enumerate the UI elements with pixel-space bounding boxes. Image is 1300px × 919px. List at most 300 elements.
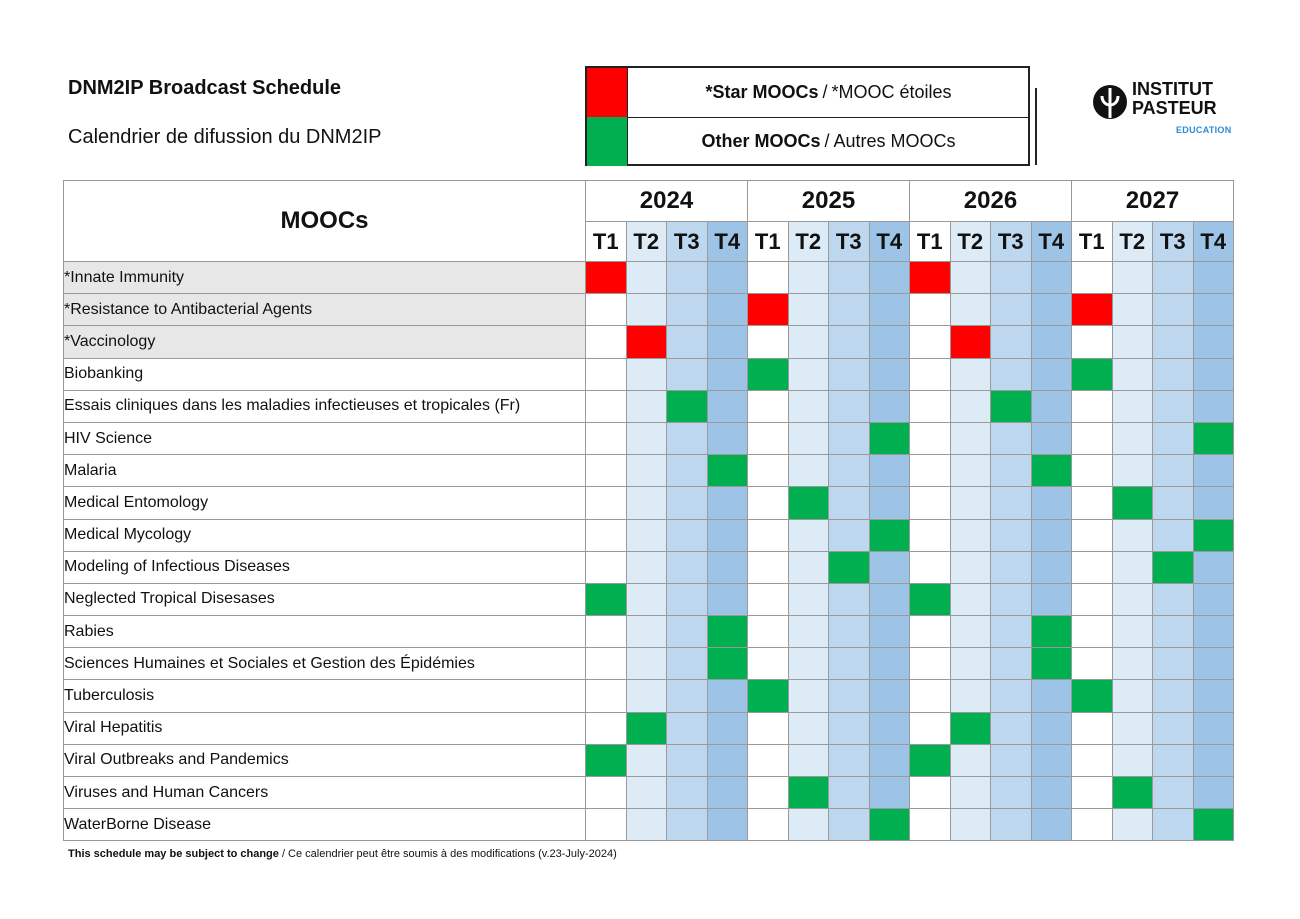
broadcast-cell — [626, 616, 667, 648]
broadcast-cell — [667, 809, 708, 841]
mooc-name: Sciences Humaines et Sociales et Gestion des Épidémies — [64, 648, 586, 680]
broadcast-cell — [950, 551, 991, 583]
broadcast-cell-marked — [910, 583, 951, 615]
table-row — [64, 712, 1234, 744]
broadcast-cell — [586, 294, 627, 326]
broadcast-cell-marked — [707, 648, 748, 680]
broadcast-cell — [707, 712, 748, 744]
broadcast-cell-marked — [1072, 294, 1113, 326]
broadcast-cell — [1153, 712, 1194, 744]
broadcast-cell — [829, 680, 870, 712]
mooc-name: *Resistance to Antibacterial Agents — [64, 294, 586, 326]
broadcast-cell — [667, 583, 708, 615]
broadcast-cell — [748, 519, 789, 551]
broadcast-cell-marked — [910, 744, 951, 776]
broadcast-cell — [950, 616, 991, 648]
broadcast-cell — [829, 294, 870, 326]
divider — [1035, 88, 1037, 165]
broadcast-cell-marked — [1153, 551, 1194, 583]
broadcast-cell — [869, 583, 910, 615]
broadcast-cell-marked — [748, 358, 789, 390]
broadcast-cell — [910, 648, 951, 680]
mooc-name: Medical Entomology — [64, 487, 586, 519]
broadcast-cell-marked — [1112, 777, 1153, 809]
broadcast-cell — [1112, 648, 1153, 680]
year-header: 2024 — [586, 181, 748, 222]
broadcast-cell — [586, 777, 627, 809]
broadcast-cell — [788, 583, 829, 615]
broadcast-cell — [626, 455, 667, 487]
broadcast-cell-marked — [1031, 616, 1072, 648]
broadcast-cell — [748, 487, 789, 519]
mooc-name: *Vaccinology — [64, 326, 586, 358]
legend-swatch-green — [587, 117, 628, 166]
broadcast-cell — [829, 487, 870, 519]
broadcast-cell — [1193, 294, 1234, 326]
broadcast-cell — [707, 390, 748, 422]
broadcast-cell — [707, 680, 748, 712]
table-row — [64, 583, 1234, 615]
broadcast-cell — [1193, 712, 1234, 744]
broadcast-cell — [788, 326, 829, 358]
broadcast-cell — [991, 809, 1032, 841]
broadcast-cell — [1031, 809, 1072, 841]
broadcast-cell-marked — [1072, 680, 1113, 712]
broadcast-cell — [788, 455, 829, 487]
broadcast-cell — [991, 455, 1032, 487]
broadcast-cell — [869, 551, 910, 583]
broadcast-cell-marked — [586, 583, 627, 615]
broadcast-cell — [950, 519, 991, 551]
broadcast-cell — [586, 680, 627, 712]
page-title: DNM2IP Broadcast Schedule — [68, 77, 342, 99]
broadcast-cell — [586, 519, 627, 551]
broadcast-cell — [667, 262, 708, 294]
broadcast-cell — [1031, 777, 1072, 809]
broadcast-cell — [829, 809, 870, 841]
broadcast-cell — [1031, 262, 1072, 294]
broadcast-cell — [748, 583, 789, 615]
footnote-bold: This schedule may be subject to change — [68, 848, 279, 860]
broadcast-cell — [707, 294, 748, 326]
broadcast-cell — [829, 262, 870, 294]
broadcast-cell — [950, 744, 991, 776]
broadcast-cell — [667, 777, 708, 809]
broadcast-cell — [1193, 648, 1234, 680]
quarter-header: T1 — [586, 222, 627, 262]
quarter-header: T3 — [667, 222, 708, 262]
broadcast-cell — [788, 680, 829, 712]
broadcast-cell — [1112, 422, 1153, 454]
broadcast-cell-marked — [1072, 358, 1113, 390]
broadcast-cell — [1153, 744, 1194, 776]
broadcast-cell — [1072, 390, 1113, 422]
table-row — [64, 487, 1234, 519]
broadcast-cell — [748, 648, 789, 680]
broadcast-cell — [667, 326, 708, 358]
broadcast-cell-marked — [1193, 519, 1234, 551]
broadcast-cell — [707, 487, 748, 519]
broadcast-cell — [1153, 262, 1194, 294]
broadcast-cell-marked — [667, 390, 708, 422]
quarter-header: T1 — [910, 222, 951, 262]
legend-row-star — [587, 68, 1028, 118]
schedule-table — [63, 180, 1234, 841]
institut-pasteur-logo — [1088, 79, 1232, 140]
quarter-header: T2 — [1112, 222, 1153, 262]
broadcast-cell — [788, 712, 829, 744]
year-header: 2025 — [748, 181, 910, 222]
broadcast-cell — [1112, 680, 1153, 712]
mooc-name: Essais cliniques dans les maladies infectieuses et tropicales (Fr) — [64, 390, 586, 422]
broadcast-cell — [1112, 583, 1153, 615]
broadcast-cell — [869, 294, 910, 326]
broadcast-cell — [1153, 583, 1194, 615]
broadcast-cell — [748, 422, 789, 454]
broadcast-cell — [748, 616, 789, 648]
table-row — [64, 744, 1234, 776]
legend-star-rest: *MOOC étoiles — [831, 82, 952, 102]
mooc-name: HIV Science — [64, 422, 586, 454]
broadcast-cell — [991, 777, 1032, 809]
broadcast-cell — [1193, 680, 1234, 712]
broadcast-cell — [748, 390, 789, 422]
broadcast-cell-marked — [788, 777, 829, 809]
broadcast-cell — [950, 809, 991, 841]
broadcast-cell — [910, 326, 951, 358]
broadcast-cell — [991, 616, 1032, 648]
broadcast-cell — [1193, 616, 1234, 648]
footnote — [68, 848, 617, 860]
broadcast-cell — [1193, 744, 1234, 776]
broadcast-cell — [707, 358, 748, 390]
quarter-header: T2 — [626, 222, 667, 262]
table-row — [64, 680, 1234, 712]
broadcast-cell — [1031, 583, 1072, 615]
broadcast-cell — [1031, 744, 1072, 776]
broadcast-cell — [950, 358, 991, 390]
broadcast-cell — [707, 583, 748, 615]
broadcast-cell — [991, 712, 1032, 744]
broadcast-cell — [1072, 326, 1113, 358]
broadcast-cell — [707, 744, 748, 776]
broadcast-cell — [950, 583, 991, 615]
broadcast-cell — [707, 262, 748, 294]
quarter-header: T3 — [829, 222, 870, 262]
broadcast-cell — [788, 262, 829, 294]
mooc-name: Viral Outbreaks and Pandemics — [64, 744, 586, 776]
table-row — [64, 519, 1234, 551]
broadcast-cell — [991, 422, 1032, 454]
broadcast-cell — [626, 487, 667, 519]
broadcast-cell — [586, 809, 627, 841]
table-row — [64, 551, 1234, 583]
broadcast-cell — [910, 294, 951, 326]
broadcast-cell — [1112, 551, 1153, 583]
broadcast-cell — [626, 583, 667, 615]
broadcast-cell — [1112, 809, 1153, 841]
mooc-name: Medical Mycology — [64, 519, 586, 551]
broadcast-cell — [1153, 294, 1194, 326]
broadcast-cell — [586, 326, 627, 358]
broadcast-cell — [586, 358, 627, 390]
broadcast-cell — [1193, 390, 1234, 422]
broadcast-cell — [950, 390, 991, 422]
broadcast-cell — [1193, 487, 1234, 519]
broadcast-cell — [829, 712, 870, 744]
logo-line-3: EDUCATION — [1176, 125, 1232, 135]
broadcast-cell — [950, 294, 991, 326]
broadcast-cell — [748, 744, 789, 776]
broadcast-cell — [788, 519, 829, 551]
broadcast-cell — [788, 809, 829, 841]
broadcast-cell — [1153, 809, 1194, 841]
broadcast-cell-marked — [1193, 809, 1234, 841]
table-row — [64, 455, 1234, 487]
legend-other-sep: / — [824, 131, 830, 151]
broadcast-cell — [586, 390, 627, 422]
broadcast-cell — [626, 294, 667, 326]
legend — [585, 66, 1030, 166]
broadcast-cell-marked — [950, 326, 991, 358]
broadcast-cell-marked — [950, 712, 991, 744]
broadcast-cell — [869, 326, 910, 358]
broadcast-cell — [829, 390, 870, 422]
quarter-header: T4 — [707, 222, 748, 262]
broadcast-cell — [707, 551, 748, 583]
broadcast-cell — [950, 777, 991, 809]
broadcast-cell — [910, 777, 951, 809]
broadcast-cell — [1031, 294, 1072, 326]
mooc-name: WaterBorne Disease — [64, 809, 586, 841]
broadcast-cell — [1193, 326, 1234, 358]
broadcast-cell — [748, 326, 789, 358]
broadcast-cell — [991, 583, 1032, 615]
table-row — [64, 390, 1234, 422]
broadcast-cell — [910, 390, 951, 422]
broadcast-cell-marked — [869, 422, 910, 454]
mooc-name: Viral Hepatitis — [64, 712, 586, 744]
broadcast-cell-marked — [910, 262, 951, 294]
broadcast-cell-marked — [1031, 648, 1072, 680]
broadcast-cell — [869, 455, 910, 487]
broadcast-cell — [748, 777, 789, 809]
broadcast-cell — [869, 744, 910, 776]
broadcast-cell — [910, 809, 951, 841]
broadcast-cell — [748, 551, 789, 583]
broadcast-cell — [626, 777, 667, 809]
broadcast-cell — [1072, 809, 1113, 841]
broadcast-cell — [788, 616, 829, 648]
broadcast-cell — [829, 519, 870, 551]
broadcast-cell — [586, 616, 627, 648]
broadcast-cell — [1153, 616, 1194, 648]
broadcast-cell-marked — [869, 809, 910, 841]
broadcast-cell-marked — [626, 712, 667, 744]
page-subtitle: Calendrier de difussion du DNM2IP — [68, 126, 382, 148]
mooc-name: Viruses and Human Cancers — [64, 777, 586, 809]
broadcast-cell — [1072, 487, 1113, 519]
broadcast-cell — [869, 777, 910, 809]
broadcast-cell-marked — [991, 390, 1032, 422]
logo-line-1: INSTITUT — [1132, 79, 1213, 99]
legend-star-sep: / — [822, 82, 828, 102]
broadcast-cell — [991, 744, 1032, 776]
broadcast-cell — [788, 390, 829, 422]
broadcast-cell — [788, 294, 829, 326]
broadcast-cell — [667, 712, 708, 744]
broadcast-cell — [1112, 712, 1153, 744]
broadcast-cell — [869, 487, 910, 519]
broadcast-cell — [869, 262, 910, 294]
broadcast-cell — [626, 648, 667, 680]
broadcast-cell — [910, 422, 951, 454]
broadcast-cell — [667, 744, 708, 776]
broadcast-cell — [626, 358, 667, 390]
broadcast-cell — [829, 744, 870, 776]
broadcast-cell — [1153, 519, 1194, 551]
quarter-header: T4 — [869, 222, 910, 262]
broadcast-cell — [991, 326, 1032, 358]
broadcast-cell — [910, 455, 951, 487]
logo-line-2: PASTEUR — [1132, 98, 1217, 118]
broadcast-cell-marked — [586, 744, 627, 776]
broadcast-cell — [869, 390, 910, 422]
broadcast-cell — [626, 680, 667, 712]
broadcast-cell — [626, 744, 667, 776]
broadcast-cell — [586, 551, 627, 583]
broadcast-cell — [707, 519, 748, 551]
broadcast-cell — [1031, 487, 1072, 519]
broadcast-cell-marked — [707, 616, 748, 648]
mooc-name: Malaria — [64, 455, 586, 487]
broadcast-cell — [667, 422, 708, 454]
broadcast-cell — [829, 326, 870, 358]
broadcast-cell — [869, 648, 910, 680]
broadcast-cell — [1112, 262, 1153, 294]
broadcast-cell — [667, 358, 708, 390]
broadcast-cell — [910, 616, 951, 648]
broadcast-cell — [1193, 358, 1234, 390]
broadcast-cell — [1153, 680, 1194, 712]
broadcast-cell — [829, 422, 870, 454]
mooc-name: Biobanking — [64, 358, 586, 390]
broadcast-cell — [667, 551, 708, 583]
broadcast-cell — [626, 422, 667, 454]
broadcast-cell — [586, 455, 627, 487]
broadcast-cell — [991, 487, 1032, 519]
year-header-row — [64, 181, 1234, 222]
broadcast-cell — [707, 777, 748, 809]
broadcast-cell — [626, 519, 667, 551]
broadcast-cell — [829, 648, 870, 680]
legend-other-rest: Autres MOOCs — [833, 131, 956, 151]
broadcast-cell — [1193, 455, 1234, 487]
broadcast-cell — [1193, 583, 1234, 615]
quarter-header: T1 — [748, 222, 789, 262]
broadcast-cell — [748, 712, 789, 744]
broadcast-cell — [1193, 262, 1234, 294]
mooc-name: Modeling of Infectious Diseases — [64, 551, 586, 583]
moocs-header: MOOCs — [64, 181, 586, 262]
broadcast-cell — [829, 777, 870, 809]
broadcast-cell — [1193, 777, 1234, 809]
table-row — [64, 616, 1234, 648]
broadcast-cell — [1072, 551, 1113, 583]
broadcast-cell — [1153, 487, 1194, 519]
broadcast-cell — [1112, 616, 1153, 648]
broadcast-cell — [1031, 358, 1072, 390]
broadcast-cell — [748, 809, 789, 841]
broadcast-cell — [1031, 680, 1072, 712]
broadcast-cell — [991, 519, 1032, 551]
quarter-header: T3 — [991, 222, 1032, 262]
broadcast-cell — [1112, 519, 1153, 551]
broadcast-cell — [1072, 616, 1113, 648]
broadcast-cell — [1153, 648, 1194, 680]
broadcast-cell — [667, 519, 708, 551]
table-row — [64, 777, 1234, 809]
broadcast-cell — [788, 551, 829, 583]
table-row — [64, 648, 1234, 680]
table-row — [64, 358, 1234, 390]
broadcast-cell — [829, 616, 870, 648]
broadcast-cell — [667, 487, 708, 519]
broadcast-cell — [1153, 358, 1194, 390]
broadcast-cell — [1072, 262, 1113, 294]
mooc-name: Rabies — [64, 616, 586, 648]
broadcast-cell — [950, 455, 991, 487]
broadcast-cell — [1031, 390, 1072, 422]
broadcast-cell — [1112, 294, 1153, 326]
broadcast-cell — [626, 390, 667, 422]
broadcast-cell — [667, 680, 708, 712]
broadcast-cell — [1072, 712, 1113, 744]
broadcast-cell — [910, 712, 951, 744]
broadcast-cell-marked — [626, 326, 667, 358]
legend-other-bold: Other MOOCs — [701, 131, 821, 151]
year-header: 2027 — [1072, 181, 1234, 222]
table-row — [64, 326, 1234, 358]
broadcast-cell — [707, 422, 748, 454]
broadcast-cell — [991, 680, 1032, 712]
broadcast-cell-marked — [788, 487, 829, 519]
broadcast-cell — [788, 744, 829, 776]
broadcast-cell — [626, 262, 667, 294]
broadcast-cell — [1112, 326, 1153, 358]
table-row — [64, 422, 1234, 454]
broadcast-cell — [1153, 455, 1194, 487]
broadcast-cell — [707, 809, 748, 841]
broadcast-cell — [1072, 744, 1113, 776]
broadcast-cell — [667, 648, 708, 680]
broadcast-cell — [1112, 390, 1153, 422]
broadcast-cell — [910, 358, 951, 390]
broadcast-cell-marked — [869, 519, 910, 551]
table-row — [64, 809, 1234, 841]
table-row — [64, 294, 1234, 326]
broadcast-cell — [1031, 326, 1072, 358]
broadcast-cell — [667, 455, 708, 487]
broadcast-cell — [1072, 648, 1113, 680]
broadcast-cell — [586, 487, 627, 519]
broadcast-cell-marked — [748, 680, 789, 712]
broadcast-cell — [1193, 551, 1234, 583]
broadcast-cell — [910, 519, 951, 551]
mooc-name: *Innate Immunity — [64, 262, 586, 294]
legend-star-bold: *Star MOOCs — [705, 82, 819, 102]
broadcast-cell — [626, 551, 667, 583]
